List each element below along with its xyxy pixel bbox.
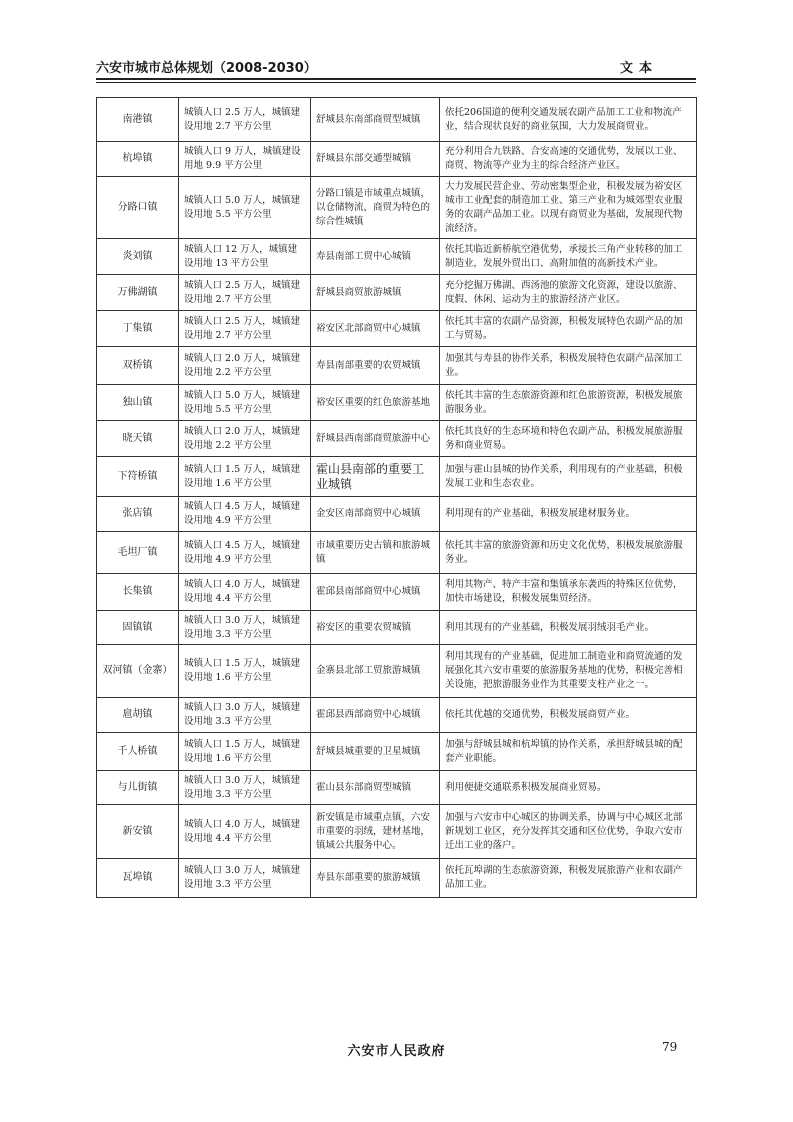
- town-direction-cell: 大力发展民营企业、劳动密集型企业，积极发展为裕安区城市工业配套的制造加工业、第三产业和为城郊型农业服务的农副产品加工业。以现有商贸业为基础，发展现代物流经济。: [440, 177, 697, 239]
- town-name-cell: 独山镇: [97, 385, 179, 421]
- table-row: [97, 574, 697, 611]
- table-row: [97, 142, 697, 177]
- town-scale-cell: 城镇人口 2.0 万人，城镇建设用地 2.2 平方公里: [179, 347, 311, 385]
- town-position-cell: 舒城县西南部商贸旅游中心: [311, 421, 440, 457]
- table-row: [97, 805, 697, 859]
- town-direction-cell: 充分利用合九铁路、合安高速的交通优势，发展以工业、商贸、物流等产业为主的综合经济产业区。: [440, 142, 697, 177]
- table-row: [97, 532, 697, 574]
- town-position-cell: 霍邱县南部商贸中心城镇: [311, 574, 440, 611]
- town-scale-cell: 城镇人口 4.5 万人，城镇建设用地 4.9 平方公里: [179, 532, 311, 574]
- table-row: [97, 275, 697, 311]
- town-name-cell: 扈胡镇: [97, 698, 179, 733]
- table-row: [97, 385, 697, 421]
- town-name-cell: 瓦埠镇: [97, 859, 179, 898]
- town-position-cell: 霍山县南部的重要工业城镇: [311, 457, 440, 497]
- town-position-cell: 新安镇是市域重点镇，六安市重要的羽绒，建材基地，镇域公共服务中心。: [311, 805, 440, 859]
- document-title: 六安市城市总体规划（2008-2030）: [96, 61, 317, 76]
- town-position-cell: 裕安区重要的红色旅游基地: [311, 385, 440, 421]
- table-row: [97, 98, 697, 142]
- town-scale-cell: 城镇人口 2.5 万人，城镇建设用地 2.7 平方公里: [179, 98, 311, 142]
- town-position-cell: 裕安区的重要农贸城镇: [311, 611, 440, 645]
- town-position-cell: 金安区南部商贸中心城镇: [311, 497, 440, 532]
- town-scale-cell: 城镇人口 9 万人，城镇建设用地 9.9 平方公里: [179, 142, 311, 177]
- town-direction-cell: 利用现有的产业基础，积极发展建材服务业。: [440, 497, 697, 532]
- town-position-cell: 分路口镇是市域重点城镇，以仓储物流，商贸为特色的综合性城镇: [311, 177, 440, 239]
- town-position-cell: 舒城县东南部商贸型城镇: [311, 98, 440, 142]
- table-row: [97, 771, 697, 805]
- town-scale-cell: 城镇人口 2.5 万人，城镇建设用地 2.7 平方公里: [179, 311, 311, 347]
- town-scale-cell: 城镇人口 4.5 万人，城镇建设用地 4.9 平方公里: [179, 497, 311, 532]
- town-name-cell: 万佛湖镇: [97, 275, 179, 311]
- town-name-cell: 新安镇: [97, 805, 179, 859]
- town-name-cell: 与儿街镇: [97, 771, 179, 805]
- town-name-cell: 双桥镇: [97, 347, 179, 385]
- town-direction-cell: 充分挖掘万佛湖、西汤池的旅游文化资源，建设以旅游、度假、休闲、运动为主的旅游经济产业区。: [440, 275, 697, 311]
- town-scale-cell: 城镇人口 3.0 万人，城镇建设用地 3.3 平方公里: [179, 859, 311, 898]
- town-scale-cell: 城镇人口 1.5 万人，城镇建设用地 1.6 平方公里: [179, 457, 311, 497]
- table-row: [97, 239, 697, 275]
- town-direction-cell: 加强其与寿县的协作关系，积极发展特色农副产品深加工业。: [440, 347, 697, 385]
- table-row: [97, 457, 697, 497]
- town-scale-cell: 城镇人口 3.0 万人，城镇建设用地 3.3 平方公里: [179, 611, 311, 645]
- header-rule-thin: [96, 82, 696, 83]
- town-direction-cell: 加强与霍山县城的协作关系，利用现有的产业基础，积极发展工业和生态农业。: [440, 457, 697, 497]
- town-name-cell: 双河镇（金寨）: [97, 645, 179, 698]
- town-name-cell: 晓天镇: [97, 421, 179, 457]
- town-name-cell: 固镇镇: [97, 611, 179, 645]
- town-scale-cell: 城镇人口 5.0 万人，城镇建设用地 5.5 平方公里: [179, 177, 311, 239]
- town-direction-cell: 依托其临近新桥航空港优势，承接长三角产业转移的加工制造业，发展外贸出口、高附加值的高新技术产业。: [440, 239, 697, 275]
- town-name-cell: 张店镇: [97, 497, 179, 532]
- town-direction-cell: 依托其优越的交通优势，积极发展商贸产业。: [440, 698, 697, 733]
- town-name-cell: 南港镇: [97, 98, 179, 142]
- town-name-cell: 毛坦厂镇: [97, 532, 179, 574]
- table-row: [97, 311, 697, 347]
- town-direction-cell: 加强与六安市中心城区的协调关系，协调与中心城区北部新规划工业区，充分发挥其交通和区位优势，争取六安市迁出工业的落户。: [440, 805, 697, 859]
- town-name-cell: 炎刘镇: [97, 239, 179, 275]
- town-direction-cell: 利用便捷交通联系积极发展商业贸易。: [440, 771, 697, 805]
- table-row: [97, 698, 697, 733]
- table-row: [97, 611, 697, 645]
- header-label: 文本: [619, 61, 658, 76]
- town-table-body: [97, 98, 697, 898]
- town-position-cell: 舒城县商贸旅游城镇: [311, 275, 440, 311]
- town-name-cell: 分路口镇: [97, 177, 179, 239]
- page-number: 79: [662, 1040, 678, 1054]
- town-scale-cell: 城镇人口 3.0 万人，城镇建设用地 3.3 平方公里: [179, 771, 311, 805]
- town-scale-cell: 城镇人口 2.5 万人，城镇建设用地 2.7 平方公里: [179, 275, 311, 311]
- town-scale-cell: 城镇人口 12 万人，城镇建设用地 13 平方公里: [179, 239, 311, 275]
- town-scale-cell: 城镇人口 1.5 万人，城镇建设用地 1.6 平方公里: [179, 645, 311, 698]
- town-direction-cell: 利用其现有的产业基础，促进加工制造业和商贸流通的发展强化其六安市重要的旅游服务基地的优势，积极完善相关设施，把旅游服务业作为其重要支柱产业之一。: [440, 645, 697, 698]
- town-scale-cell: 城镇人口 5.0 万人，城镇建设用地 5.5 平方公里: [179, 385, 311, 421]
- table-row: [97, 347, 697, 385]
- town-name-cell: 下符桥镇: [97, 457, 179, 497]
- town-position-cell: 舒城县东部交通型城镇: [311, 142, 440, 177]
- table-row: [97, 421, 697, 457]
- town-position-cell: 霍邱县西部商贸中心城镇: [311, 698, 440, 733]
- town-direction-cell: 依托206国道的便利交通发展农副产品加工工业和物流产业，结合现状良好的商业氛围，大力发展商贸业。: [440, 98, 697, 142]
- table-row: [97, 859, 697, 898]
- town-scale-cell: 城镇人口 4.0 万人，城镇建设用地 4.4 平方公里: [179, 574, 311, 611]
- town-position-cell: 舒城县城重要的卫星城镇: [311, 733, 440, 771]
- town-direction-cell: 依托瓦埠湖的生态旅游资源，积极发展旅游产业和农副产品加工业。: [440, 859, 697, 898]
- town-direction-cell: 依托其良好的生态环境和特色农副产品，积极发展旅游服务和商业贸易。: [440, 421, 697, 457]
- table-row: [97, 497, 697, 532]
- town-name-cell: 千人桥镇: [97, 733, 179, 771]
- town-direction-cell: 依托其丰富的农副产品资源，积极发展特色农副产品的加工与贸易。: [440, 311, 697, 347]
- town-position-cell: 寿县南部重要的农贸城镇: [311, 347, 440, 385]
- town-direction-cell: 依托其丰富的生态旅游资源和红色旅游资源，积极发展旅游服务业。: [440, 385, 697, 421]
- town-direction-cell: 利用其物产、特产丰富和集镇承东袭西的特殊区位优势，加快市场建设，积极发展集贸经济。: [440, 574, 697, 611]
- town-scale-cell: 城镇人口 2.0 万人，城镇建设用地 2.2 平方公里: [179, 421, 311, 457]
- town-scale-cell: 城镇人口 4.0 万人，城镇建设用地 4.4 平方公里: [179, 805, 311, 859]
- town-name-cell: 长集镇: [97, 574, 179, 611]
- town-name-cell: 杭埠镇: [97, 142, 179, 177]
- table-row: [97, 645, 697, 698]
- table-row: [97, 177, 697, 239]
- town-position-cell: 市域重要历史古镇和旅游城镇: [311, 532, 440, 574]
- town-position-cell: 寿县南部工贸中心城镇: [311, 239, 440, 275]
- town-position-cell: 寿县东部重要的旅游城镇: [311, 859, 440, 898]
- town-scale-cell: 城镇人口 3.0 万人，城镇建设用地 3.3 平方公里: [179, 698, 311, 733]
- town-table: [96, 97, 697, 898]
- footer-issuer: 六安市人民政府: [347, 1044, 446, 1059]
- page-header: [96, 57, 696, 79]
- header-rule-thick: [96, 78, 696, 80]
- town-name-cell: 丁集镇: [97, 311, 179, 347]
- town-direction-cell: 依托其丰富的旅游资源和历史文化优势，积极发展旅游服务业。: [440, 532, 697, 574]
- town-position-cell: 裕安区北部商贸中心城镇: [311, 311, 440, 347]
- town-scale-cell: 城镇人口 1.5 万人，城镇建设用地 1.6 平方公里: [179, 733, 311, 771]
- town-position-cell: 霍山县东部商贸型城镇: [311, 771, 440, 805]
- town-position-cell: 金寨县北部工贸旅游城镇: [311, 645, 440, 698]
- town-direction-cell: 利用其现有的产业基础，积极发展羽绒羽毛产业。: [440, 611, 697, 645]
- town-direction-cell: 加强与舒城县城和杭埠镇的协作关系，承担舒城县城的配套产业职能。: [440, 733, 697, 771]
- table-row: [97, 733, 697, 771]
